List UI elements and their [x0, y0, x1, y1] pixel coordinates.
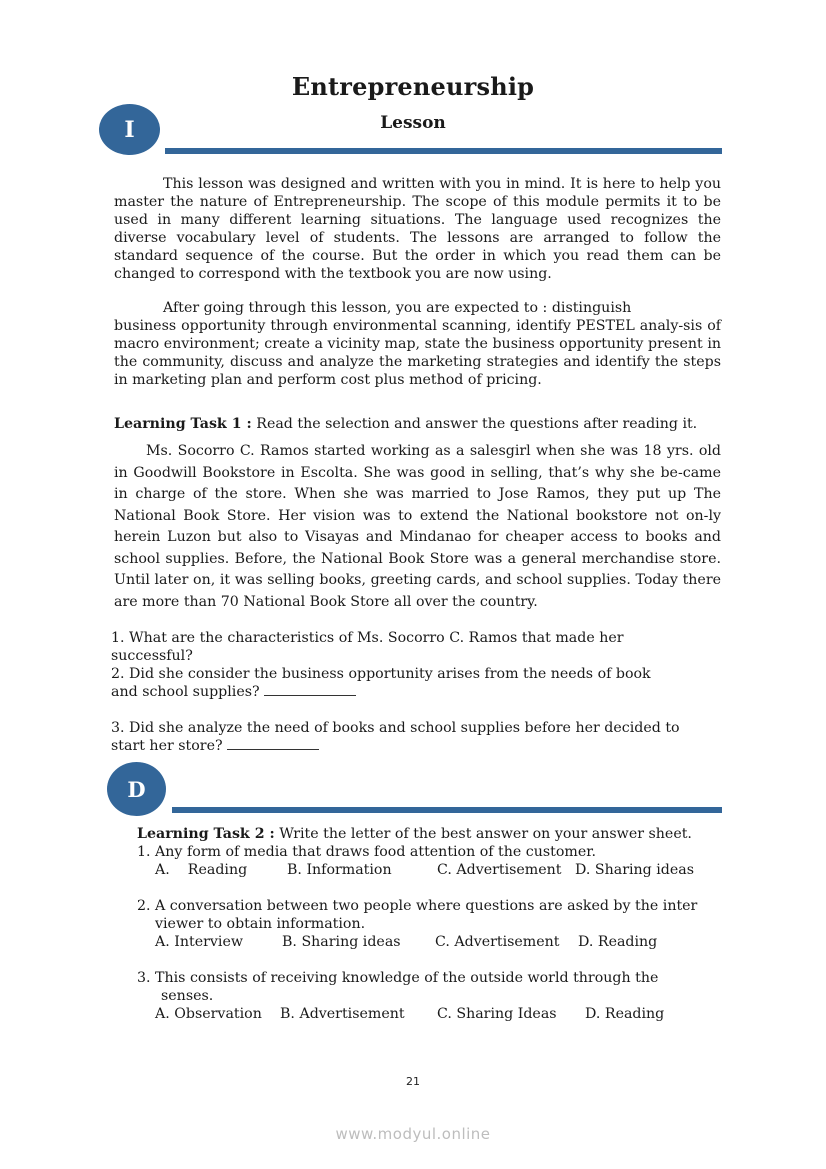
question-1-line2: successful?: [111, 648, 193, 664]
option-c: C. Advertisement: [435, 934, 560, 950]
answer-blank-2: [264, 694, 356, 696]
question-2-line2: and school supplies?: [111, 684, 260, 700]
question-1: [111, 629, 721, 665]
option-c: C. Advertisement: [437, 862, 562, 878]
option-b: B. Sharing ideas: [282, 934, 401, 950]
question-3-line2: start her store?: [111, 738, 223, 754]
option-c: C. Sharing Ideas: [437, 1006, 557, 1022]
page-number: 21: [406, 1075, 420, 1088]
mc-item-3-options: [137, 1005, 727, 1023]
intro-paragraph-2-first-line: After going through this lesson, you are expected to : distinguish: [163, 300, 632, 316]
section-subtitle: Lesson: [380, 113, 446, 133]
question-1-line1: 1. What are the characteristics of Ms. Socorro C. Ramos that made her: [111, 630, 624, 646]
section-divider: [165, 148, 722, 154]
mc-item-3-question: 3. This consists of receiving knowledge of the outside world through the: [137, 970, 659, 986]
section-badge-letter: I: [124, 116, 135, 143]
option-a: A. Reading: [155, 862, 248, 878]
mc-item-2: [137, 897, 727, 951]
mc-item-2-options: [137, 933, 727, 951]
mc-item-1-options: [137, 861, 727, 879]
mc-item-1-question: 1. Any form of media that draws food attention of the customer.: [137, 844, 596, 860]
mc-item-2-question-cont: viewer to obtain information.: [155, 916, 366, 932]
question-2: [111, 665, 721, 701]
section-badge-discover: [107, 762, 166, 816]
mc-item-3: [137, 969, 727, 1023]
reading-selection: Ms. Socorro C. Ramos started working as a salesgirl when she was 18 yrs. old in Goodwill Bookstore in Escolta. She was good in selling, that’s why she be-came in charge of the store. When she was married to Jose Ramos, they put up The National Book Store. Her vision was to extend the National bookstore not on-ly herein Luzon but also to Visayas and Mindanao for cheaper access to books and school supplies. Before, the National Book Store was a general merchandise store. Until later on, it was selling books, greeting cards, and school supplies. Today there are more than 70 National Book Store all over the country.: [114, 443, 721, 610]
option-d: D. Reading: [578, 934, 658, 950]
option-a: A. Interview: [155, 934, 243, 950]
learning-task-2-label: Learning Task 2 :: [137, 826, 275, 842]
option-a: A. Observation: [155, 1006, 262, 1022]
learning-task-1-instruction: Read the selection and answer the questions after reading it.: [251, 416, 698, 432]
learning-task-2-heading: [137, 825, 727, 843]
mc-item-2-question: 2. A conversation between two people where questions are asked by the inter: [137, 898, 698, 914]
question-3: [111, 719, 721, 755]
page-title: Entrepreneurship: [291, 72, 535, 101]
answer-blank-3: [227, 748, 319, 750]
question-2-line1: 2. Did she consider the business opportunity arises from the needs of book: [111, 666, 651, 682]
watermark: www.modyul.online: [335, 1125, 491, 1143]
learning-task-1-heading: [114, 416, 724, 432]
option-d: D. Reading: [585, 1006, 665, 1022]
option-d: D. Sharing ideas: [575, 862, 695, 878]
learning-task-1-label: Learning Task 1 :: [114, 416, 252, 432]
mc-item-3-question-cont: senses.: [161, 988, 214, 1004]
option-b: B. Information: [287, 862, 392, 878]
question-3-line1: 3. Did she analyze the need of books and school supplies before her decided to: [111, 720, 680, 736]
section-badge-letter: D: [127, 776, 146, 802]
option-b: B. Advertisement: [280, 1006, 405, 1022]
intro-paragraph-2-body: business opportunity through environmental scanning, identify PESTEL analy-sis of macro environment; create a vicinity map, state the business opportunity present in the community, discuss and analyze the marketing strategies and identify the steps in marketing plan and perform cost plus method of pricing.: [114, 318, 721, 388]
intro-paragraph-2: [114, 299, 721, 389]
learning-task-2-instruction: Write the letter of the best answer on your answer sheet.: [274, 826, 692, 842]
mc-item-1: [137, 843, 727, 879]
intro-paragraph-1: This lesson was designed and written with you in mind. It is here to help you master the nature of Entrepreneurship. The scope of this module permits it to be used in many different learning situations. The language used recognizes the diverse vocabulary level of students. The lessons are arranged to follow the standard sequence of the course. But the order in which you read them can be changed to correspond with the textbook you are now using.: [114, 176, 721, 282]
section-divider: [172, 807, 722, 813]
